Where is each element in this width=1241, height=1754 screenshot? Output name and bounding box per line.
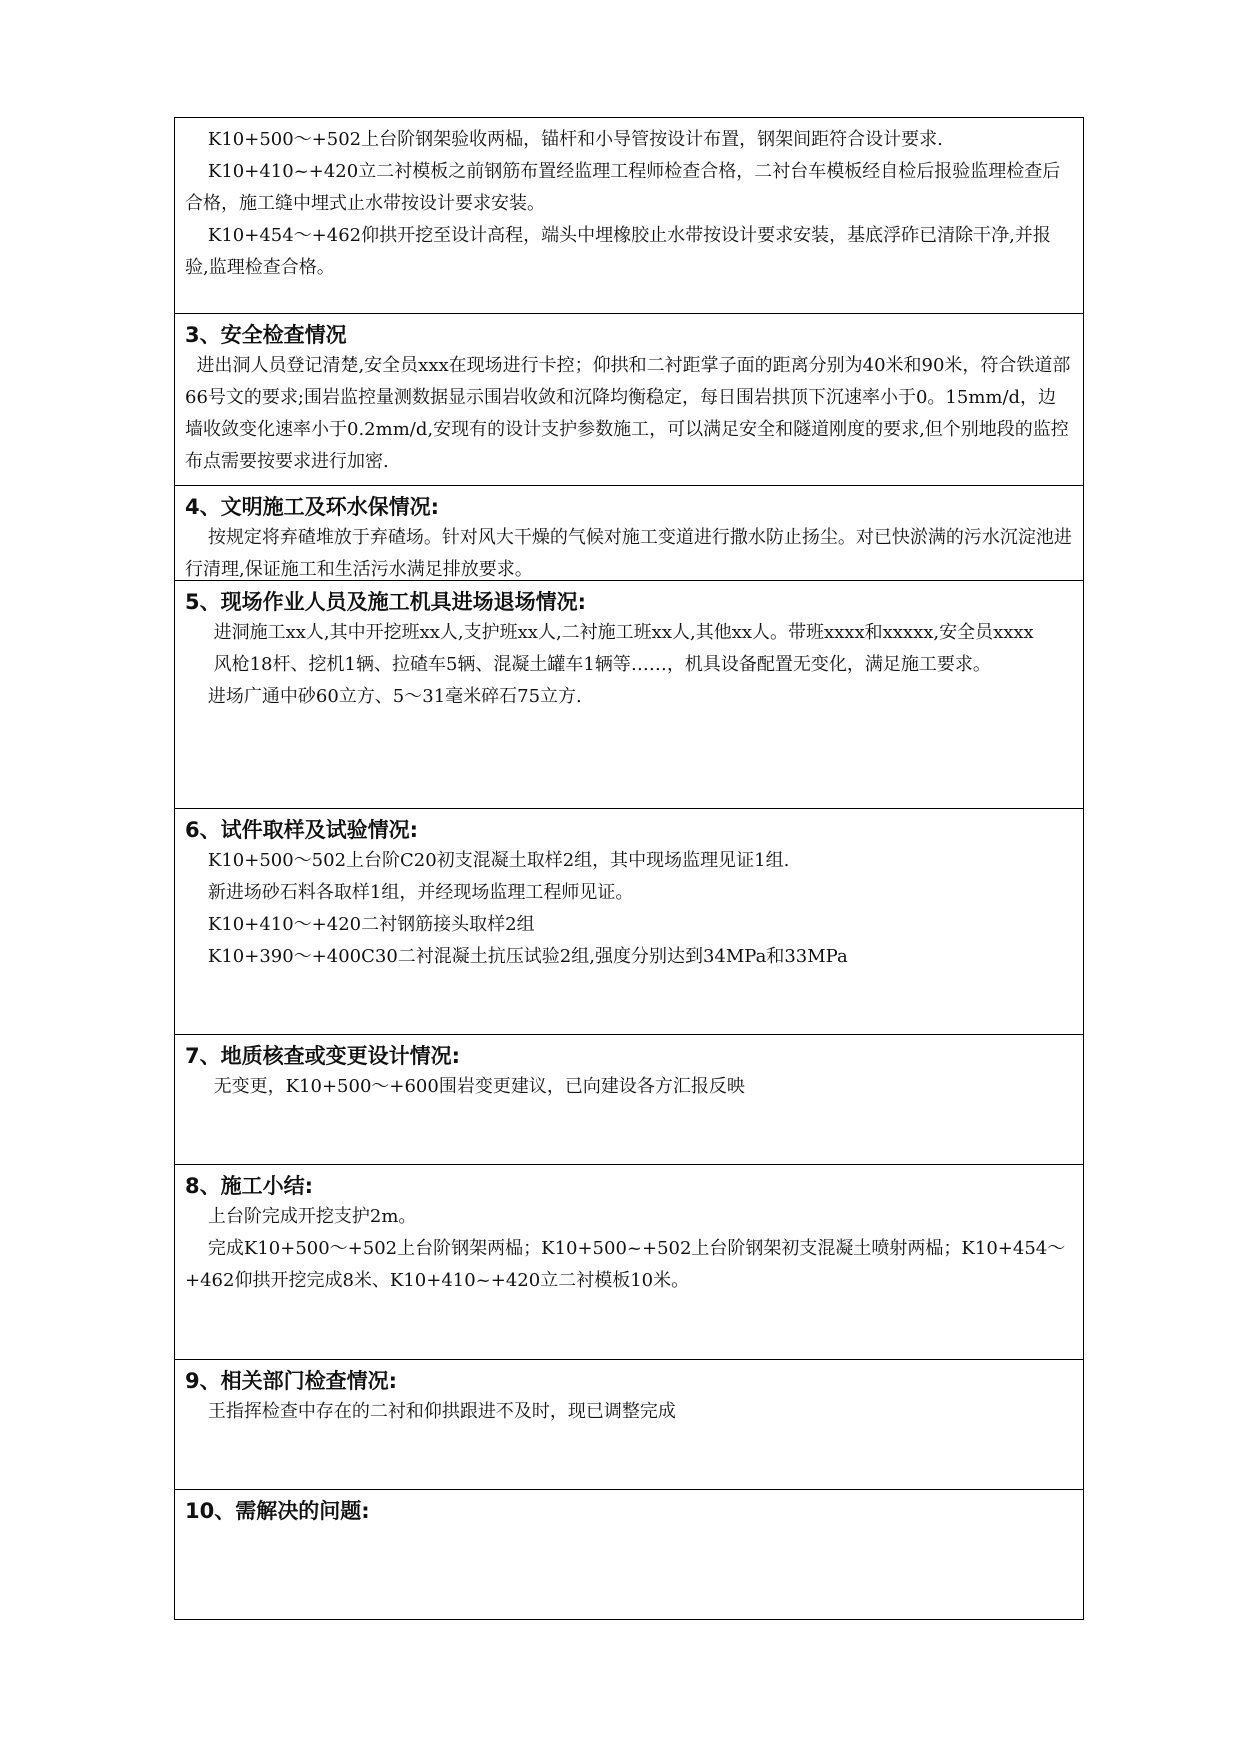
section-geology-design-change <box>175 1034 1083 1164</box>
paragraph: K10+410~+420立二衬模板之前钢筋布置经监理工程师检查合格，二衬台车模板经自检后报验监理检查后合格，施工缝中埋式止水带按设计要求安装。 <box>185 161 1061 214</box>
paragraph: K10+410～+420二衬钢筋接头取样2组 <box>185 914 535 935</box>
report-table <box>174 117 1084 1620</box>
section-department-inspection <box>175 1359 1083 1489</box>
section-safety <box>175 313 1083 485</box>
section-personnel-equipment <box>175 580 1083 808</box>
paragraph: 风枪18杆、挖机1辆、拉碴车5辆、混凝土罐车1辆等……，机具设备配置无变化，满足施工要求。 <box>185 654 991 675</box>
paragraph: 按规定将弃碴堆放于弃碴场。针对风大干燥的气候对施工变道进行撒水防止扬尘。对已快淤满的污水沉淀池进行清理,保证施工和生活污水满足排放要求。 <box>185 527 1072 580</box>
section-heading: 8、施工小结: <box>185 1174 314 1198</box>
section-heading: 5、现场作业人员及施工机具进场退场情况: <box>185 590 587 614</box>
section-construction-summary <box>175 1164 1083 1359</box>
paragraph: 进洞施工xx人,其中开挖班xx人,支护班xx人,二衬施工班xx人,其他xx人。带班xxxx和xxxxx,安全员xxxx <box>185 622 1034 643</box>
section-civilized-construction <box>175 485 1083 580</box>
paragraph: K10+500～+502上台阶钢架验收两榀，锚杆和小导管按设计布置，钢架间距符合设计要求. <box>185 129 943 150</box>
section-inspection <box>175 118 1083 313</box>
paragraph: 上台阶完成开挖支护2m。 <box>185 1206 417 1227</box>
section-heading: 10、需解决的问题: <box>185 1499 370 1523</box>
paragraph: 进出洞人员登记清楚,安全员xxx在现场进行卡控；仰拱和二衬距掌子面的距离分别为40米和90米，符合铁道部66号文的要求;围岩监控量测数据显示围岩收敛和沉降均衡稳定，每日围岩拱顶下沉速率小于0。15mm/d，边墙收敛变化速率小于0.2mm/d,安现有的设计支护参数施工，可以满足安全和隧道刚度的要求,但个别地段的监控布点需要按要求进行加密. <box>185 355 1071 472</box>
paragraph: K10+500～502上台阶C20初支混凝土取样2组，其中现场监理见证1组. <box>185 850 790 871</box>
paragraph: 完成K10+500～+502上台阶钢架两榀；K10+500~+502上台阶钢架初支混凝土喷射两榀；K10+454～+462仰拱开挖完成8米、K10+410~+420立二衬模板10米。 <box>185 1238 1066 1291</box>
section-sampling-testing <box>175 808 1083 1034</box>
section-heading: 6、试件取样及试验情况: <box>185 818 419 842</box>
paragraph: 新进场砂石料各取样1组，并经现场监理工程师见证。 <box>185 882 634 903</box>
section-issues-to-resolve <box>175 1489 1083 1619</box>
section-heading: 4、文明施工及环水保情况: <box>185 495 440 519</box>
paragraph: K10+390～+400C30二衬混凝土抗压试验2组,强度分别达到34MPa和33MPa <box>185 946 848 967</box>
paragraph: 进场广通中砂60立方、5～31毫米碎石75立方. <box>185 686 582 707</box>
paragraph: K10+454～+462仰拱开挖至设计高程，端头中埋橡胶止水带按设计要求安装，基底浮砟已清除干净,并报验,监理检查合格。 <box>185 225 1051 278</box>
section-heading: 3、安全检查情况 <box>185 323 347 347</box>
section-heading: 9、相关部门检查情况: <box>185 1369 398 1393</box>
paragraph: 王指挥检查中存在的二衬和仰拱跟进不及时，现已调整完成 <box>185 1401 676 1422</box>
paragraph: 无变更，K10+500～+600围岩变更建议，已向建设各方汇报反映 <box>185 1076 745 1097</box>
section-heading: 7、地质核查或变更设计情况: <box>185 1044 461 1068</box>
